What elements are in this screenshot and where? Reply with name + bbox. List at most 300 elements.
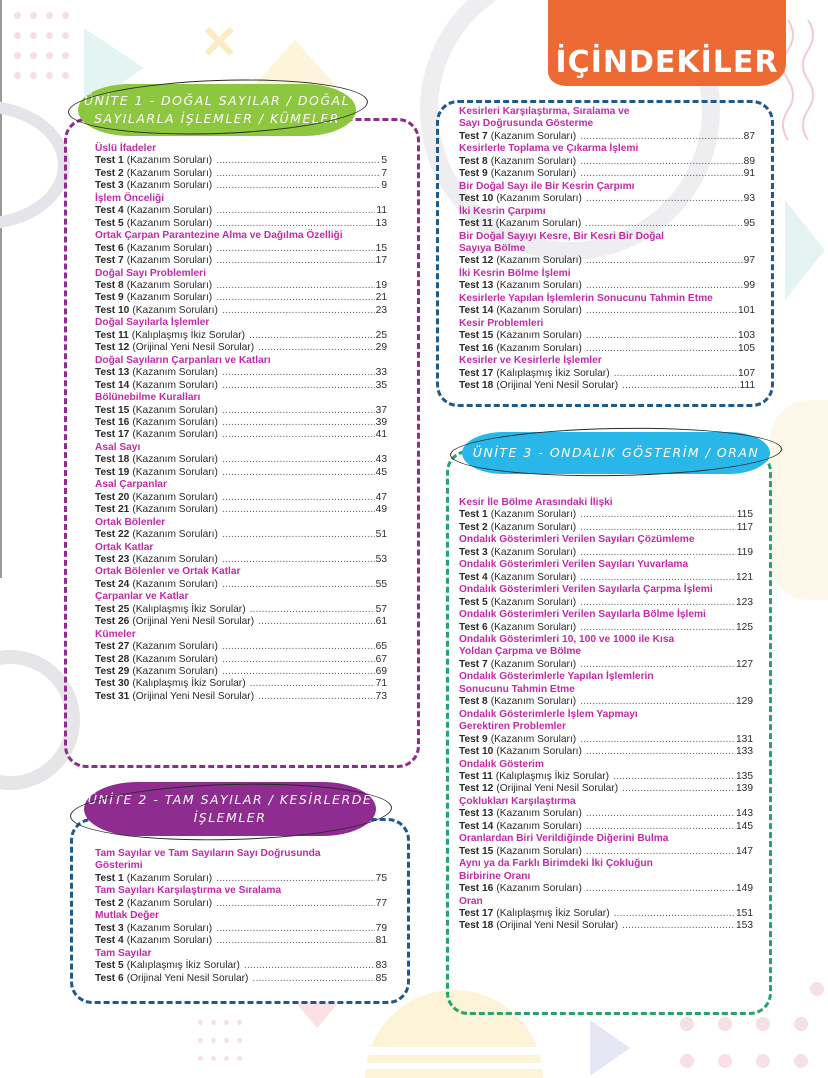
page-number: 115 [736, 509, 753, 521]
test-type: (Kazanım Soruları) [132, 416, 218, 428]
toc-entry [95, 255, 387, 267]
page-number: 147 [736, 845, 753, 857]
toc-entry [95, 678, 387, 690]
toc-entry [95, 417, 387, 429]
toc-section-heading: Sayı Doğrusunda Gösterme [459, 118, 594, 130]
decor-triangle-yellow [250, 40, 340, 90]
toc-entry [95, 367, 387, 379]
toc-section-heading: Ortak Katlar [95, 541, 154, 553]
page-number: 33 [375, 367, 387, 379]
toc-entry [95, 467, 387, 479]
test-type: (Kazanım Soruları) [132, 578, 218, 590]
toc-entry [459, 522, 753, 534]
toc-entry [95, 935, 387, 947]
test-type: (Kazanım Soruları) [490, 155, 577, 167]
test-type: (Kazanım Soruları) [490, 658, 577, 670]
page-number: 5 [381, 155, 387, 167]
page-number: 65 [375, 641, 387, 653]
toc-entry [459, 622, 753, 634]
page-number: 71 [375, 678, 387, 690]
test-number: Test 30 [95, 678, 130, 690]
page-number: 89 [743, 155, 755, 167]
decor-x-shape: ✕ [200, 16, 239, 68]
test-number: Test 6 [95, 972, 124, 984]
test-number: Test 18 [459, 920, 494, 932]
toc-entry [459, 509, 753, 521]
test-number: Test 6 [459, 621, 488, 633]
test-number: Test 16 [459, 883, 494, 895]
page-number: 139 [736, 783, 753, 795]
test-type: (Orijinal Yeni Nesil Sorular) [496, 920, 619, 932]
test-number: Test 15 [459, 330, 494, 342]
test-number: Test 9 [459, 733, 488, 745]
test-type: (Kalıplaşmış İkiz Sorular) [132, 603, 246, 615]
page-number: 17 [375, 255, 387, 267]
unit-2-toc-list-part-2 [459, 106, 755, 392]
test-number: Test 27 [95, 641, 130, 653]
page-number: 41 [375, 429, 387, 441]
dot-leader [222, 454, 375, 466]
page-number: 151 [736, 907, 753, 919]
page-number: 119 [736, 546, 753, 558]
dot-leader [586, 305, 737, 317]
toc-section-heading: Çarpanlar ve Katlar [95, 591, 189, 603]
toc-section-heading: Ondalık Gösterimleri Verilen Sayılarla Bölme İşlemi [459, 609, 706, 621]
test-number: Test 12 [95, 342, 130, 354]
dot-leader [258, 616, 375, 628]
page-number: 99 [743, 280, 755, 292]
page-number: 153 [736, 920, 753, 932]
toc-section-heading: Kesir İle Bölme Arasındaki İlişki [459, 497, 613, 508]
dot-leader [622, 380, 738, 392]
dot-leader [216, 180, 380, 192]
toc-section-heading: Kesirleri Karşılaştırma, Sıralama ve [459, 106, 630, 117]
test-type: (Kazanım Soruları) [496, 305, 582, 317]
test-type: (Kalıplaşmış İkiz Sorular) [496, 367, 610, 379]
decor-stripe [355, 1063, 550, 1069]
dot-leader [222, 405, 375, 417]
page-number: 11 [376, 205, 387, 217]
unit-2-header-line-2: İŞLEMLER [193, 810, 267, 825]
test-type: (Kazanım Soruları) [132, 529, 218, 541]
page-number: 85 [375, 972, 387, 984]
toc-entry [95, 579, 387, 591]
dot-leader [586, 330, 737, 342]
page-number: 35 [375, 379, 387, 391]
test-type: (Kazanım Soruları) [126, 242, 213, 254]
test-number: Test 1 [95, 155, 124, 167]
test-number: Test 8 [459, 155, 488, 167]
page-number: 51 [375, 529, 387, 541]
decor-arc-left [0, 100, 70, 230]
decor-stripe [355, 1047, 550, 1055]
toc-section-heading: Oran [459, 895, 483, 907]
unit-1-header-line-2: SAYILARLA İŞLEMLER / KÜMELER [94, 111, 340, 126]
unit-1-toc-list [95, 143, 387, 703]
toc-section-heading: Asal Sayı [95, 441, 141, 453]
dot-leader [222, 492, 375, 504]
toc-entry [459, 380, 755, 392]
page-number: 81 [375, 935, 387, 947]
dot-leader [249, 330, 375, 342]
dot-leader [222, 417, 375, 429]
test-number: Test 28 [95, 653, 130, 665]
test-type: (Kalıplaşmış İkiz Sorular) [495, 770, 610, 782]
toc-entry [95, 529, 387, 541]
page-title: İÇİNDEKİLER [555, 45, 779, 80]
dot-leader [222, 579, 375, 591]
test-number: Test 7 [95, 255, 124, 267]
dot-leader [222, 666, 375, 678]
test-number: Test 17 [459, 367, 494, 379]
page-number: 23 [375, 304, 387, 316]
page-number: 125 [736, 621, 753, 633]
page-number: 129 [736, 696, 753, 708]
test-type: (Kazanım Soruları) [126, 180, 213, 192]
toc-section-heading: Tam Sayılar ve Tam Sayıların Sayı Doğrusunda [95, 848, 321, 859]
toc-entry [95, 429, 387, 441]
test-type: (Kazanım Soruları) [496, 746, 582, 758]
test-type: (Orijinal Yeni Nesil Sorular) [132, 342, 255, 354]
toc-entry [95, 691, 387, 703]
page-number: 111 [739, 379, 755, 391]
decor-dots-top-left [14, 12, 74, 92]
page-number: 107 [738, 367, 755, 379]
test-number: Test 22 [95, 529, 130, 541]
page-number: 97 [743, 255, 755, 267]
toc-section-heading: Bir Doğal Sayıyı Kesre, Bir Kesri Bir Doğal [459, 230, 664, 242]
toc-entry [95, 405, 387, 417]
test-number: Test 13 [459, 280, 494, 292]
toc-section-heading: Oranlardan Biri Verildiğinde Diğerini Bulma [459, 833, 669, 845]
dot-leader [222, 641, 375, 653]
page-number: 87 [743, 130, 755, 142]
toc-section-heading: Ondalık Gösterimleri Verilen Sayıları Çözümleme [459, 534, 695, 546]
page-number: 105 [738, 342, 755, 354]
test-type: (Kazanım Soruları) [132, 666, 218, 678]
dot-leader [622, 920, 735, 932]
test-type: (Kazanım Soruları) [490, 521, 577, 533]
page-number: 83 [375, 960, 387, 972]
test-number: Test 2 [95, 897, 124, 909]
page-number: 43 [375, 454, 387, 466]
page-number: 91 [743, 168, 755, 180]
page-number: 133 [736, 746, 753, 758]
page-number: 21 [375, 292, 387, 304]
dot-leader [580, 622, 735, 634]
toc-section-heading: Ondalık Gösterimlerle Yapılan İşlemlerin [459, 671, 654, 683]
dot-leader [580, 547, 736, 559]
decor-triangle-right [785, 200, 825, 300]
test-number: Test 2 [95, 167, 124, 179]
dot-leader [580, 597, 735, 609]
toc-section-heading: Yoldan Çarpma ve Bölme [459, 646, 582, 658]
test-type: (Kazanım Soruları) [126, 167, 213, 179]
toc-entry [95, 243, 387, 255]
dot-leader [216, 935, 374, 947]
test-type: (Kazanım Soruları) [496, 255, 582, 267]
test-type: (Kazanım Soruları) [126, 205, 213, 217]
test-type: (Kazanım Soruları) [132, 379, 218, 391]
test-type: (Kazanım Soruları) [126, 872, 213, 884]
test-type: (Kalıplaşmış İkiz Sorular) [126, 960, 240, 972]
test-number: Test 5 [459, 596, 488, 608]
toc-entry [95, 330, 387, 342]
toc-section-heading: Ortak Çarpan Parantezine Alma ve Dağılma Özelliği [95, 230, 343, 242]
test-type: (Kazanım Soruları) [496, 883, 582, 895]
dot-leader [580, 509, 736, 521]
dot-leader [586, 343, 737, 355]
dot-leader [586, 255, 743, 267]
decor-yellow-blob-right [770, 400, 828, 600]
test-type: (Kazanım Soruları) [132, 454, 218, 466]
toc-entry [459, 771, 753, 783]
test-number: Test 18 [95, 454, 130, 466]
toc-entry [95, 155, 387, 167]
test-number: Test 8 [459, 696, 488, 708]
toc-entry [95, 454, 387, 466]
test-type: (Kazanım Soruları) [132, 491, 218, 503]
toc-section-heading: Gösterimi [95, 860, 143, 872]
page-number: 61 [375, 616, 387, 628]
dot-leader [216, 898, 374, 910]
page-number: 67 [375, 653, 387, 665]
test-number: Test 7 [459, 658, 488, 670]
test-type: (Kazanım Soruları) [132, 304, 218, 316]
toc-entry [459, 597, 753, 609]
toc-section-heading: Doğal Sayıların Çarpanları ve Katları [95, 354, 271, 366]
test-number: Test 14 [459, 820, 494, 832]
toc-entry [459, 305, 755, 317]
toc-entry [459, 746, 753, 758]
page-number: 135 [736, 770, 753, 782]
test-number: Test 4 [95, 935, 124, 947]
toc-section-heading: Bölünebilme Kuralları [95, 392, 201, 404]
toc-section-heading: Çoklukları Karşılaştırma [459, 795, 576, 807]
test-number: Test 14 [95, 379, 130, 391]
toc-section-heading: İki Kesrin Bölme İşlemi [459, 267, 571, 279]
test-number: Test 11 [95, 329, 129, 341]
toc-section-heading: Tam Sayıları Karşılaştırma ve Sıralama [95, 885, 282, 897]
test-number: Test 17 [95, 429, 130, 441]
dot-leader [216, 292, 374, 304]
test-type: (Orijinal Yeni Nesil Sorular) [496, 783, 619, 795]
test-number: Test 9 [95, 292, 124, 304]
page-number: 75 [375, 872, 387, 884]
test-number: Test 4 [459, 571, 488, 583]
unit-1-header-line-1: ÜNİTE 1 - DOĞAL SAYILAR / DOĞAL [83, 92, 351, 108]
toc-section-heading: Ortak Bölenler [95, 516, 166, 528]
page-number: 77 [375, 897, 387, 909]
test-number: Test 23 [95, 553, 130, 565]
test-type: (Kazanım Soruları) [496, 820, 582, 832]
dot-leader [614, 368, 737, 380]
dot-leader [580, 131, 742, 143]
test-number: Test 26 [95, 616, 130, 628]
page-number: 101 [738, 305, 755, 317]
test-number: Test 7 [459, 130, 488, 142]
test-type: (Kazanım Soruları) [132, 429, 218, 441]
page-number: 7 [381, 167, 387, 179]
dot-leader [622, 783, 735, 795]
test-type: (Kazanım Soruları) [126, 897, 213, 909]
toc-section-heading: Ondalık Gösterim [459, 758, 544, 770]
dot-leader [216, 218, 374, 230]
test-type: (Orijinal Yeni Nesil Sorular) [126, 972, 249, 984]
page-number: 49 [375, 504, 387, 516]
test-type: (Orijinal Yeni Nesil Sorular) [496, 379, 619, 391]
toc-section-heading: Kesir Problemleri [459, 317, 544, 329]
toc-entry [459, 908, 753, 920]
page-number: 103 [738, 330, 755, 342]
toc-section-heading: Bir Doğal Sayı ile Bir Kesrin Çarpımı [459, 180, 635, 192]
decor-triangle-lavender [590, 1020, 630, 1076]
toc-entry [95, 554, 387, 566]
test-number: Test 12 [459, 783, 494, 795]
toc-entry [459, 193, 755, 205]
test-type: (Kalıplaşmış İkiz Sorular) [496, 907, 610, 919]
test-number: Test 1 [459, 509, 488, 521]
dot-leader [585, 218, 742, 230]
dot-leader [222, 529, 375, 541]
dot-leader [222, 380, 375, 392]
test-number: Test 19 [95, 466, 130, 478]
toc-section-heading: Tam Sayılar [95, 947, 152, 959]
test-number: Test 11 [459, 770, 493, 782]
dot-leader [258, 342, 375, 354]
toc-entry [95, 960, 387, 972]
toc-entry [95, 292, 387, 304]
test-type: (Orijinal Yeni Nesil Sorular) [132, 616, 255, 628]
toc-section-heading: Gerektiren Problemler [459, 721, 567, 733]
page-number: 15 [375, 242, 387, 254]
test-type: (Kazanım Soruları) [490, 130, 577, 142]
test-number: Test 11 [459, 218, 493, 230]
toc-entry [459, 883, 753, 895]
page-number: 37 [375, 404, 387, 416]
page-number: 79 [375, 922, 387, 934]
toc-entry [459, 156, 755, 168]
page-number: 45 [375, 466, 387, 478]
toc-entry [459, 846, 753, 858]
toc-title-banner [548, 0, 786, 86]
toc-section-heading: İşlem Önceliği [95, 192, 165, 204]
test-number: Test 29 [95, 666, 130, 678]
dot-leader [586, 746, 735, 758]
toc-entry [459, 572, 753, 584]
dot-leader [252, 973, 374, 985]
toc-section-heading: Kesirlerle Toplama ve Çıkarma İşlemi [459, 143, 639, 155]
toc-section-heading: Sonucunu Tahmin Etme [459, 683, 575, 695]
page-number: 143 [736, 808, 753, 820]
toc-entry [459, 734, 753, 746]
dot-leader [586, 280, 743, 292]
toc-section-heading: Doğal Sayı Problemleri [95, 267, 206, 279]
dot-leader [258, 691, 375, 703]
test-type: (Kazanım Soruları) [132, 367, 218, 379]
toc-entry [459, 821, 753, 833]
toc-entry [95, 492, 387, 504]
decor-dots-bottom-left [198, 1020, 258, 1078]
dot-leader [580, 168, 742, 180]
toc-section-heading: Ondalık Gösterimleri Verilen Sayılarla Çarpma İşlemi [459, 584, 713, 596]
test-type: (Kazanım Soruları) [490, 509, 577, 521]
page-number: 55 [375, 578, 387, 590]
toc-entry [459, 547, 753, 559]
toc-entry [459, 696, 753, 708]
toc-entry [95, 873, 387, 885]
dot-leader [222, 654, 375, 666]
toc-entry [95, 342, 387, 354]
test-type: (Orijinal Yeni Nesil Sorular) [132, 690, 255, 702]
toc-entry [95, 280, 387, 292]
toc-entry [95, 654, 387, 666]
page-number: 95 [743, 218, 755, 230]
dot-leader [580, 156, 742, 168]
toc-entry [95, 218, 387, 230]
unit-3-header-line-1: ÜNİTE 3 - ONDALIK GÖSTERİM / ORAN [472, 444, 760, 460]
toc-entry [95, 380, 387, 392]
test-type: (Kazanım Soruları) [496, 845, 582, 857]
toc-entry [95, 898, 387, 910]
test-number: Test 3 [95, 180, 124, 192]
test-type: (Kazanım Soruları) [126, 279, 213, 291]
test-type: (Kazanım Soruları) [132, 653, 218, 665]
dot-leader [222, 367, 375, 379]
test-type: (Kazanım Soruları) [496, 280, 582, 292]
test-type: (Kazanım Soruları) [490, 168, 577, 180]
page-number: 39 [375, 416, 387, 428]
toc-entry [459, 168, 755, 180]
test-number: Test 8 [95, 279, 124, 291]
test-number: Test 16 [95, 416, 130, 428]
test-number: Test 15 [95, 404, 130, 416]
test-type: (Kazanım Soruları) [490, 546, 577, 558]
test-number: Test 5 [95, 217, 124, 229]
dot-leader [216, 923, 374, 935]
test-type: (Kalıplaşmış İkiz Sorular) [131, 329, 246, 341]
dot-leader [216, 873, 374, 885]
test-number: Test 12 [459, 255, 494, 267]
test-type: (Kazanım Soruları) [132, 466, 218, 478]
test-type: (Kazanım Soruları) [126, 255, 213, 267]
unit-2-toc-list-part-1 [95, 848, 387, 985]
toc-entry [95, 504, 387, 516]
test-type: (Kazanım Soruları) [496, 330, 582, 342]
test-type: (Kazanım Soruları) [496, 808, 582, 820]
test-number: Test 3 [95, 922, 124, 934]
dot-leader [613, 771, 735, 783]
unit-1-header [78, 84, 356, 136]
toc-section-heading: Ondalık Gösterimlerle İşlem Yapmayı [459, 708, 638, 720]
unit-2-header-line-1: ÜNİTE 2 - TAM SAYILAR / KESİRLERDE [87, 791, 373, 807]
page-number: 69 [375, 666, 387, 678]
toc-entry [95, 168, 387, 180]
test-number: Test 13 [95, 367, 130, 379]
test-type: (Kazanım Soruları) [132, 553, 218, 565]
toc-entry [459, 131, 755, 143]
test-number: Test 10 [459, 193, 494, 205]
test-number: Test 14 [459, 305, 494, 317]
dot-leader [216, 205, 375, 217]
unit-2-header [84, 782, 376, 836]
dot-leader [614, 908, 735, 920]
dot-leader [222, 554, 375, 566]
test-number: Test 20 [95, 491, 130, 503]
page-number: 57 [375, 603, 387, 615]
test-number: Test 16 [459, 342, 494, 354]
toc-entry [95, 666, 387, 678]
